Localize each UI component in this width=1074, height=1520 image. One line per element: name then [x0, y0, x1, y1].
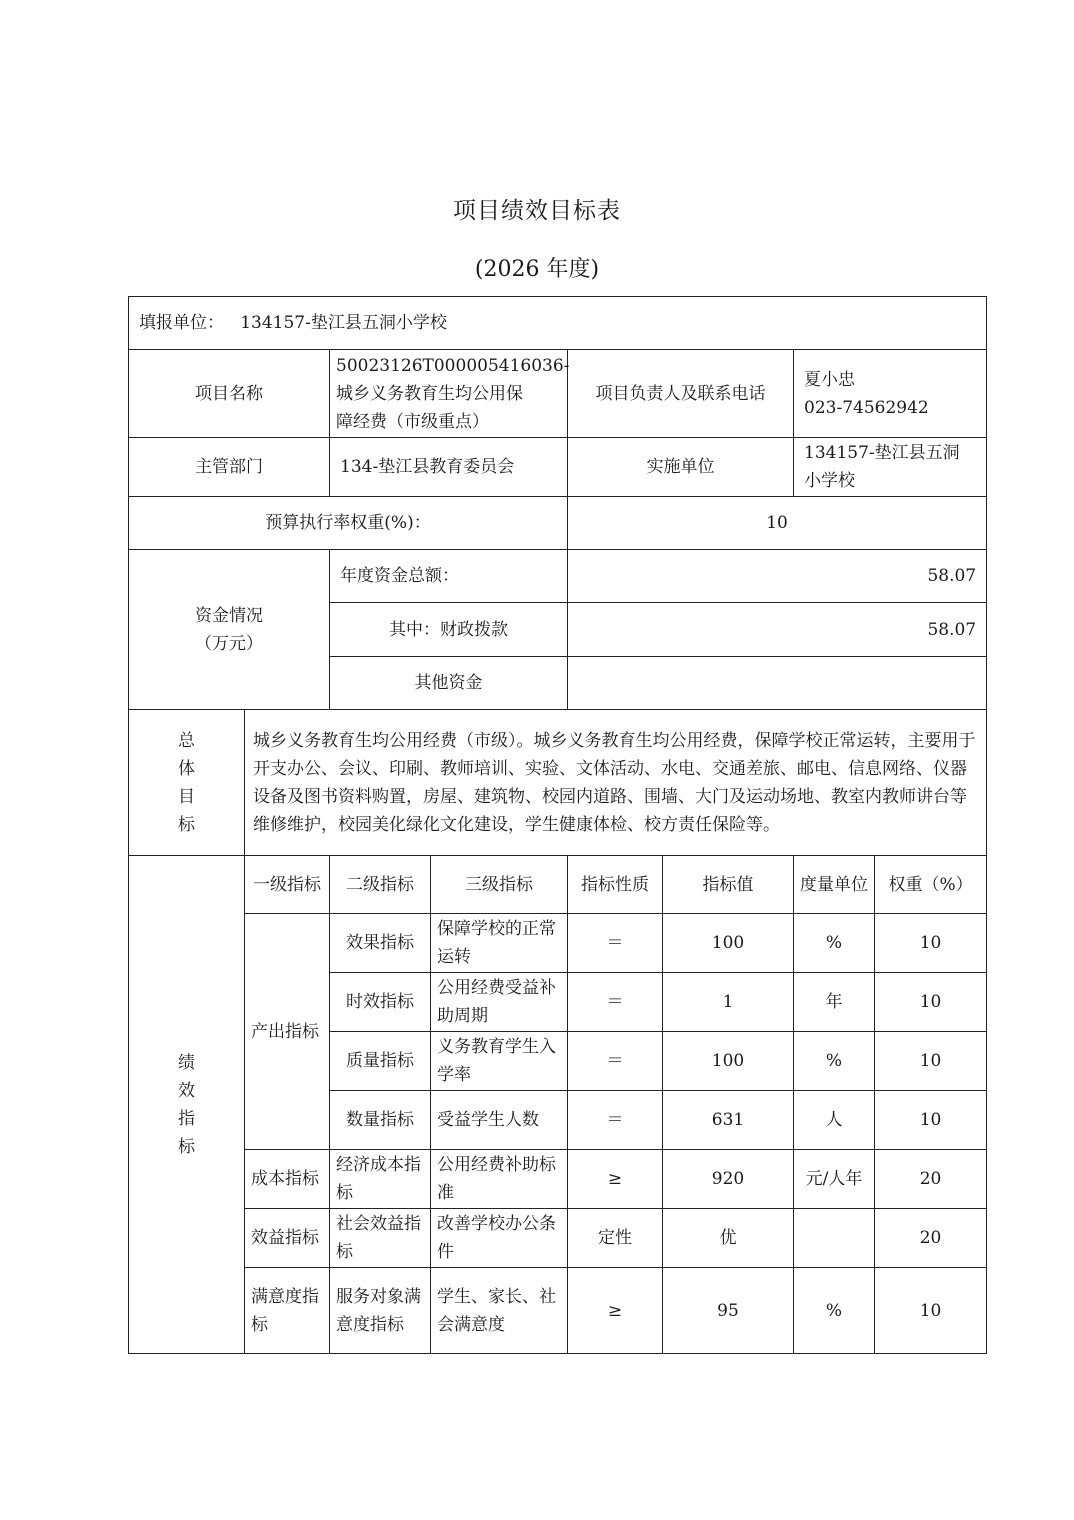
level2: 效果指标: [330, 914, 431, 973]
goal-char: 总: [178, 730, 195, 751]
contact-phone: 023-74562942: [804, 397, 929, 418]
header-level1: 一级指标: [245, 856, 330, 914]
weight: 10: [875, 1268, 987, 1354]
header-weight: 权重（%）: [875, 856, 987, 914]
indicator-header-row: [129, 856, 987, 914]
funds-fiscal-label: 其中：财政拨款: [330, 603, 568, 657]
level3: 学生、家长、社会满意度: [431, 1268, 568, 1354]
goal-char: 标: [178, 814, 195, 835]
funds-total-value: 58.07: [568, 550, 987, 603]
header-value: 指标值: [663, 856, 794, 914]
level2: 质量指标: [330, 1032, 431, 1091]
level1: 满意度指标: [245, 1268, 330, 1354]
page-subtitle: (2026 年度): [474, 257, 600, 282]
level1: 效益指标: [245, 1209, 330, 1268]
indicator-char: 指: [178, 1108, 195, 1129]
overall-goal-text: 城乡义务教育生均公用经费（市级）。城乡义务教育生均公用经费，保障学校正常运转，主要用于开支办公、会议、印刷、教师培训、实验、文体活动、水电、交通差旅、邮电、信息网络、仪器设备及图书资料购置，房屋、建筑物、校园内道路、围墙、大门及运动场地、教室内教师讲台等维修维护，校园美化绿化文化建设，学生健康体检、校方责任保险等。: [245, 710, 987, 856]
nature: 定性: [568, 1209, 663, 1268]
weight: 10: [875, 1091, 987, 1150]
level1: 成本指标: [245, 1150, 330, 1209]
level3: 改善学校办公条件: [431, 1209, 568, 1268]
nature: ＝: [568, 914, 663, 973]
budget-weight-label: 预算执行率权重(%)：: [129, 497, 568, 550]
project-row: [129, 350, 987, 438]
department-row: [129, 438, 987, 497]
reporting-unit-cell: [129, 297, 987, 350]
nature: ＝: [568, 973, 663, 1032]
header-level2: 二级指标: [330, 856, 431, 914]
unit: %: [794, 914, 875, 973]
level2: 服务对象满意度指标: [330, 1268, 431, 1354]
reporting-unit-label: 填报单位：: [139, 313, 224, 333]
level3: 保障学校的正常运转: [431, 914, 568, 973]
impl-unit-value: [794, 438, 987, 497]
reporting-unit-value: 134157-垫江县五洞小学校: [240, 313, 447, 333]
value: 100: [663, 914, 794, 973]
table-row: [129, 914, 987, 973]
funds-total-row: [129, 550, 987, 603]
value: 100: [663, 1032, 794, 1091]
contact-value: [794, 350, 987, 438]
level3: 公用经费补助标准: [431, 1150, 568, 1209]
weight: 10: [875, 973, 987, 1032]
nature: ＝: [568, 1091, 663, 1150]
nature: ≥: [568, 1268, 663, 1354]
department-value: 134-垫江县教育委员会: [330, 438, 568, 497]
goal-char: 体: [178, 758, 195, 779]
funds-total-label: 年度资金总额：: [330, 550, 568, 603]
unit: [794, 1209, 875, 1268]
value: 631: [663, 1091, 794, 1150]
level3: 公用经费受益补助周期: [431, 973, 568, 1032]
weight: 20: [875, 1209, 987, 1268]
unit: %: [794, 1268, 875, 1354]
funds-other-value: [568, 657, 987, 710]
funds-label: [129, 550, 330, 710]
overall-goal-label: [129, 710, 245, 856]
indicator-char: 效: [178, 1080, 195, 1101]
level2: 时效指标: [330, 973, 431, 1032]
value: 920: [663, 1150, 794, 1209]
unit: 年: [794, 973, 875, 1032]
impl-unit-label: 实施单位: [568, 438, 794, 497]
indicator-char: 标: [178, 1136, 195, 1157]
value: 1: [663, 973, 794, 1032]
overall-goal-row: [129, 710, 987, 856]
nature: ≥: [568, 1150, 663, 1209]
level2: 经济成本指标: [330, 1150, 431, 1209]
level2: 数量指标: [330, 1091, 431, 1150]
project-name-label: 项目名称: [129, 350, 330, 438]
header-unit: 度量单位: [794, 856, 875, 914]
reporting-unit-row: [129, 297, 987, 350]
funds-fiscal-value: 58.07: [568, 603, 987, 657]
budget-weight-value: 10: [568, 497, 987, 550]
table-row: [129, 1150, 987, 1209]
contact-label: 项目负责人及联系电话: [568, 350, 794, 438]
budget-weight-row: [129, 497, 987, 550]
table-row: [129, 1209, 987, 1268]
goal-char: 目: [178, 786, 195, 807]
department-label: 主管部门: [129, 438, 330, 497]
weight: 20: [875, 1150, 987, 1209]
page-title: 项目绩效目标表: [453, 198, 621, 224]
nature: ＝: [568, 1032, 663, 1091]
impl-unit-line2: 小学校: [804, 471, 855, 491]
impl-unit-line1: 134157-垫江县五洞: [804, 443, 960, 463]
table-row: [129, 1268, 987, 1354]
project-name-line2: 城乡义务教育生均公用保: [336, 383, 523, 404]
level3: 受益学生人数: [431, 1091, 568, 1150]
indicator-char: 绩: [178, 1052, 195, 1073]
level1-output: 产出指标: [245, 914, 330, 1150]
weight: 10: [875, 1032, 987, 1091]
project-name-line3: 障经费（市级重点）: [336, 411, 489, 432]
funds-label-line1: 资金情况: [195, 605, 263, 626]
funds-other-label: 其他资金: [330, 657, 568, 710]
project-code: 50023126T000005416036-: [336, 355, 570, 376]
performance-target-table: [128, 296, 987, 1354]
unit: 人: [794, 1091, 875, 1150]
value: 优: [663, 1209, 794, 1268]
funds-label-line2: （万元）: [195, 633, 263, 654]
unit: %: [794, 1032, 875, 1091]
header-nature: 指标性质: [568, 856, 663, 914]
contact-name: 夏小忠: [804, 369, 855, 390]
value: 95: [663, 1268, 794, 1354]
weight: 10: [875, 914, 987, 973]
header-level3: 三级指标: [431, 856, 568, 914]
unit: 元/人年: [794, 1150, 875, 1209]
level2: 社会效益指标: [330, 1209, 431, 1268]
indicators-label: [129, 856, 245, 1354]
level3: 义务教育学生入学率: [431, 1032, 568, 1091]
project-name-value: [330, 350, 568, 438]
